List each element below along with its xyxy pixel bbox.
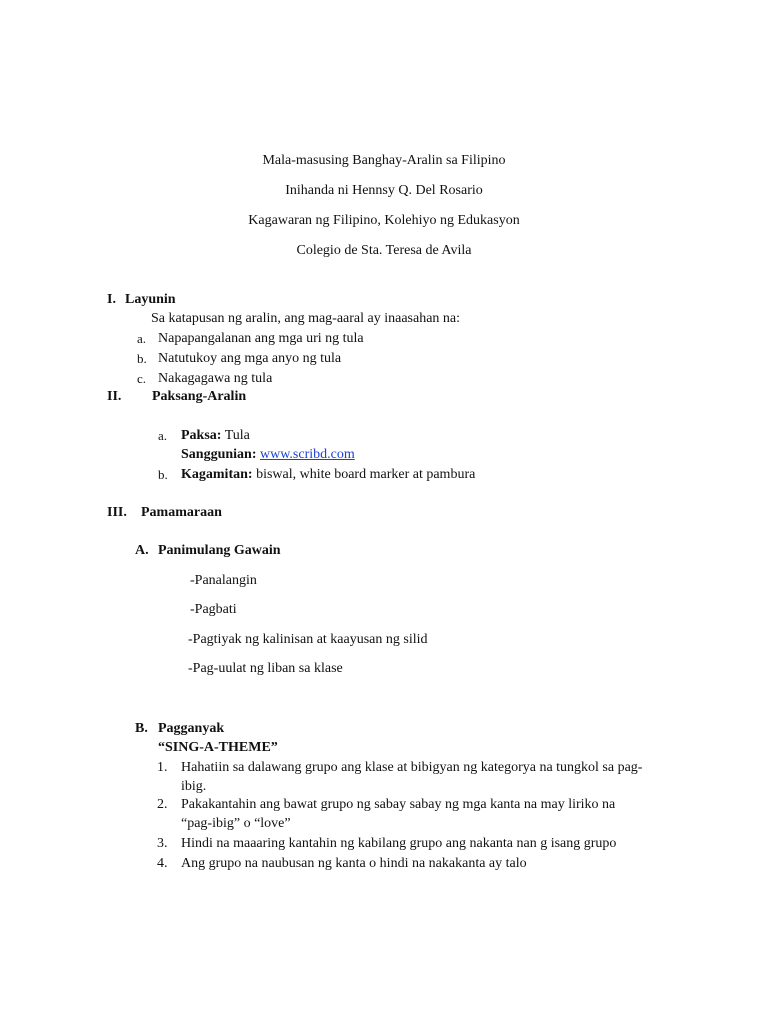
list-item-marker: a.	[137, 331, 147, 346]
list-item-marker: a.	[158, 428, 168, 443]
section3-heading: Pamamaraan	[141, 505, 222, 520]
section2-number: II.	[107, 389, 122, 404]
list-item-marker: b.	[158, 467, 168, 482]
objective-item: Natutukoy ang mga anyo ng tula	[158, 351, 342, 366]
topic-line	[181, 427, 250, 445]
activity-item: -Pag-uulat ng liban sa klase	[188, 661, 343, 676]
list-item-marker: c.	[137, 371, 147, 386]
materials-value: biswal, white board marker at pambura	[256, 467, 476, 482]
materials-label: Kagamitan:	[181, 467, 253, 482]
step-text: ibig.	[181, 779, 207, 794]
subsection-a-heading: Panimulang Gawain	[158, 543, 281, 558]
step-text: Hindi na maaaring kantahin ng kabilang grupo ang nakanta nan g isang grupo	[181, 836, 617, 851]
reference-line	[181, 446, 355, 464]
list-item-marker: b.	[137, 351, 147, 366]
document-title: Mala-masusing Banghay-Aralin sa Filipino	[262, 153, 506, 168]
materials-line	[181, 466, 475, 484]
reference-label: Sanggunian:	[181, 447, 257, 462]
step-text: Ang grupo na naubusan ng kanta o hindi na nakakanta ay talo	[181, 856, 527, 871]
section2-heading: Paksang-Aralin	[152, 389, 247, 404]
objective-item: Napapangalanan ang mga uri ng tula	[158, 331, 364, 346]
step-marker: 3.	[157, 836, 168, 851]
activity-theme: “SING-A-THEME”	[158, 740, 278, 755]
step-marker: 4.	[157, 856, 168, 871]
document-author: Inihanda ni Hennsy Q. Del Rosario	[285, 183, 483, 198]
objective-item: Nakagagawa ng tula	[158, 371, 273, 386]
activity-item: -Pagtiyak ng kalinisan at kaayusan ng silid	[188, 632, 428, 647]
section1-number: I.	[107, 292, 116, 307]
step-text: Pakakantahin ang bawat grupo ng sabay sabay ng mga kanta na may liriko na	[181, 797, 616, 812]
subsection-b-heading: Pagganyak	[158, 721, 225, 736]
section3-number: III.	[107, 505, 127, 520]
topic-label: Paksa:	[181, 428, 222, 443]
step-marker: 2.	[157, 797, 168, 812]
activity-item: -Panalangin	[190, 573, 257, 588]
step-marker: 1.	[157, 760, 168, 775]
document-department: Kagawaran ng Filipino, Kolehiyo ng Edukasyon	[248, 213, 520, 228]
document-school: Colegio de Sta. Teresa de Avila	[296, 243, 472, 258]
section1-heading: Layunin	[125, 292, 176, 307]
reference-link[interactable]: www.scribd.com	[259, 447, 355, 462]
activity-item: -Pagbati	[190, 602, 237, 617]
subsection-a-marker: A.	[135, 543, 149, 558]
step-text: “pag-ibig” o “love”	[181, 816, 291, 831]
step-text: Hahatiin sa dalawang grupo ang klase at bibigyan ng kategorya na tungkol sa pag-	[181, 760, 643, 775]
section1-intro: Sa katapusan ng aralin, ang mag-aaral ay inaasahan na:	[151, 311, 461, 326]
subsection-b-marker: B.	[135, 721, 148, 736]
topic-value: Tula	[224, 428, 250, 443]
